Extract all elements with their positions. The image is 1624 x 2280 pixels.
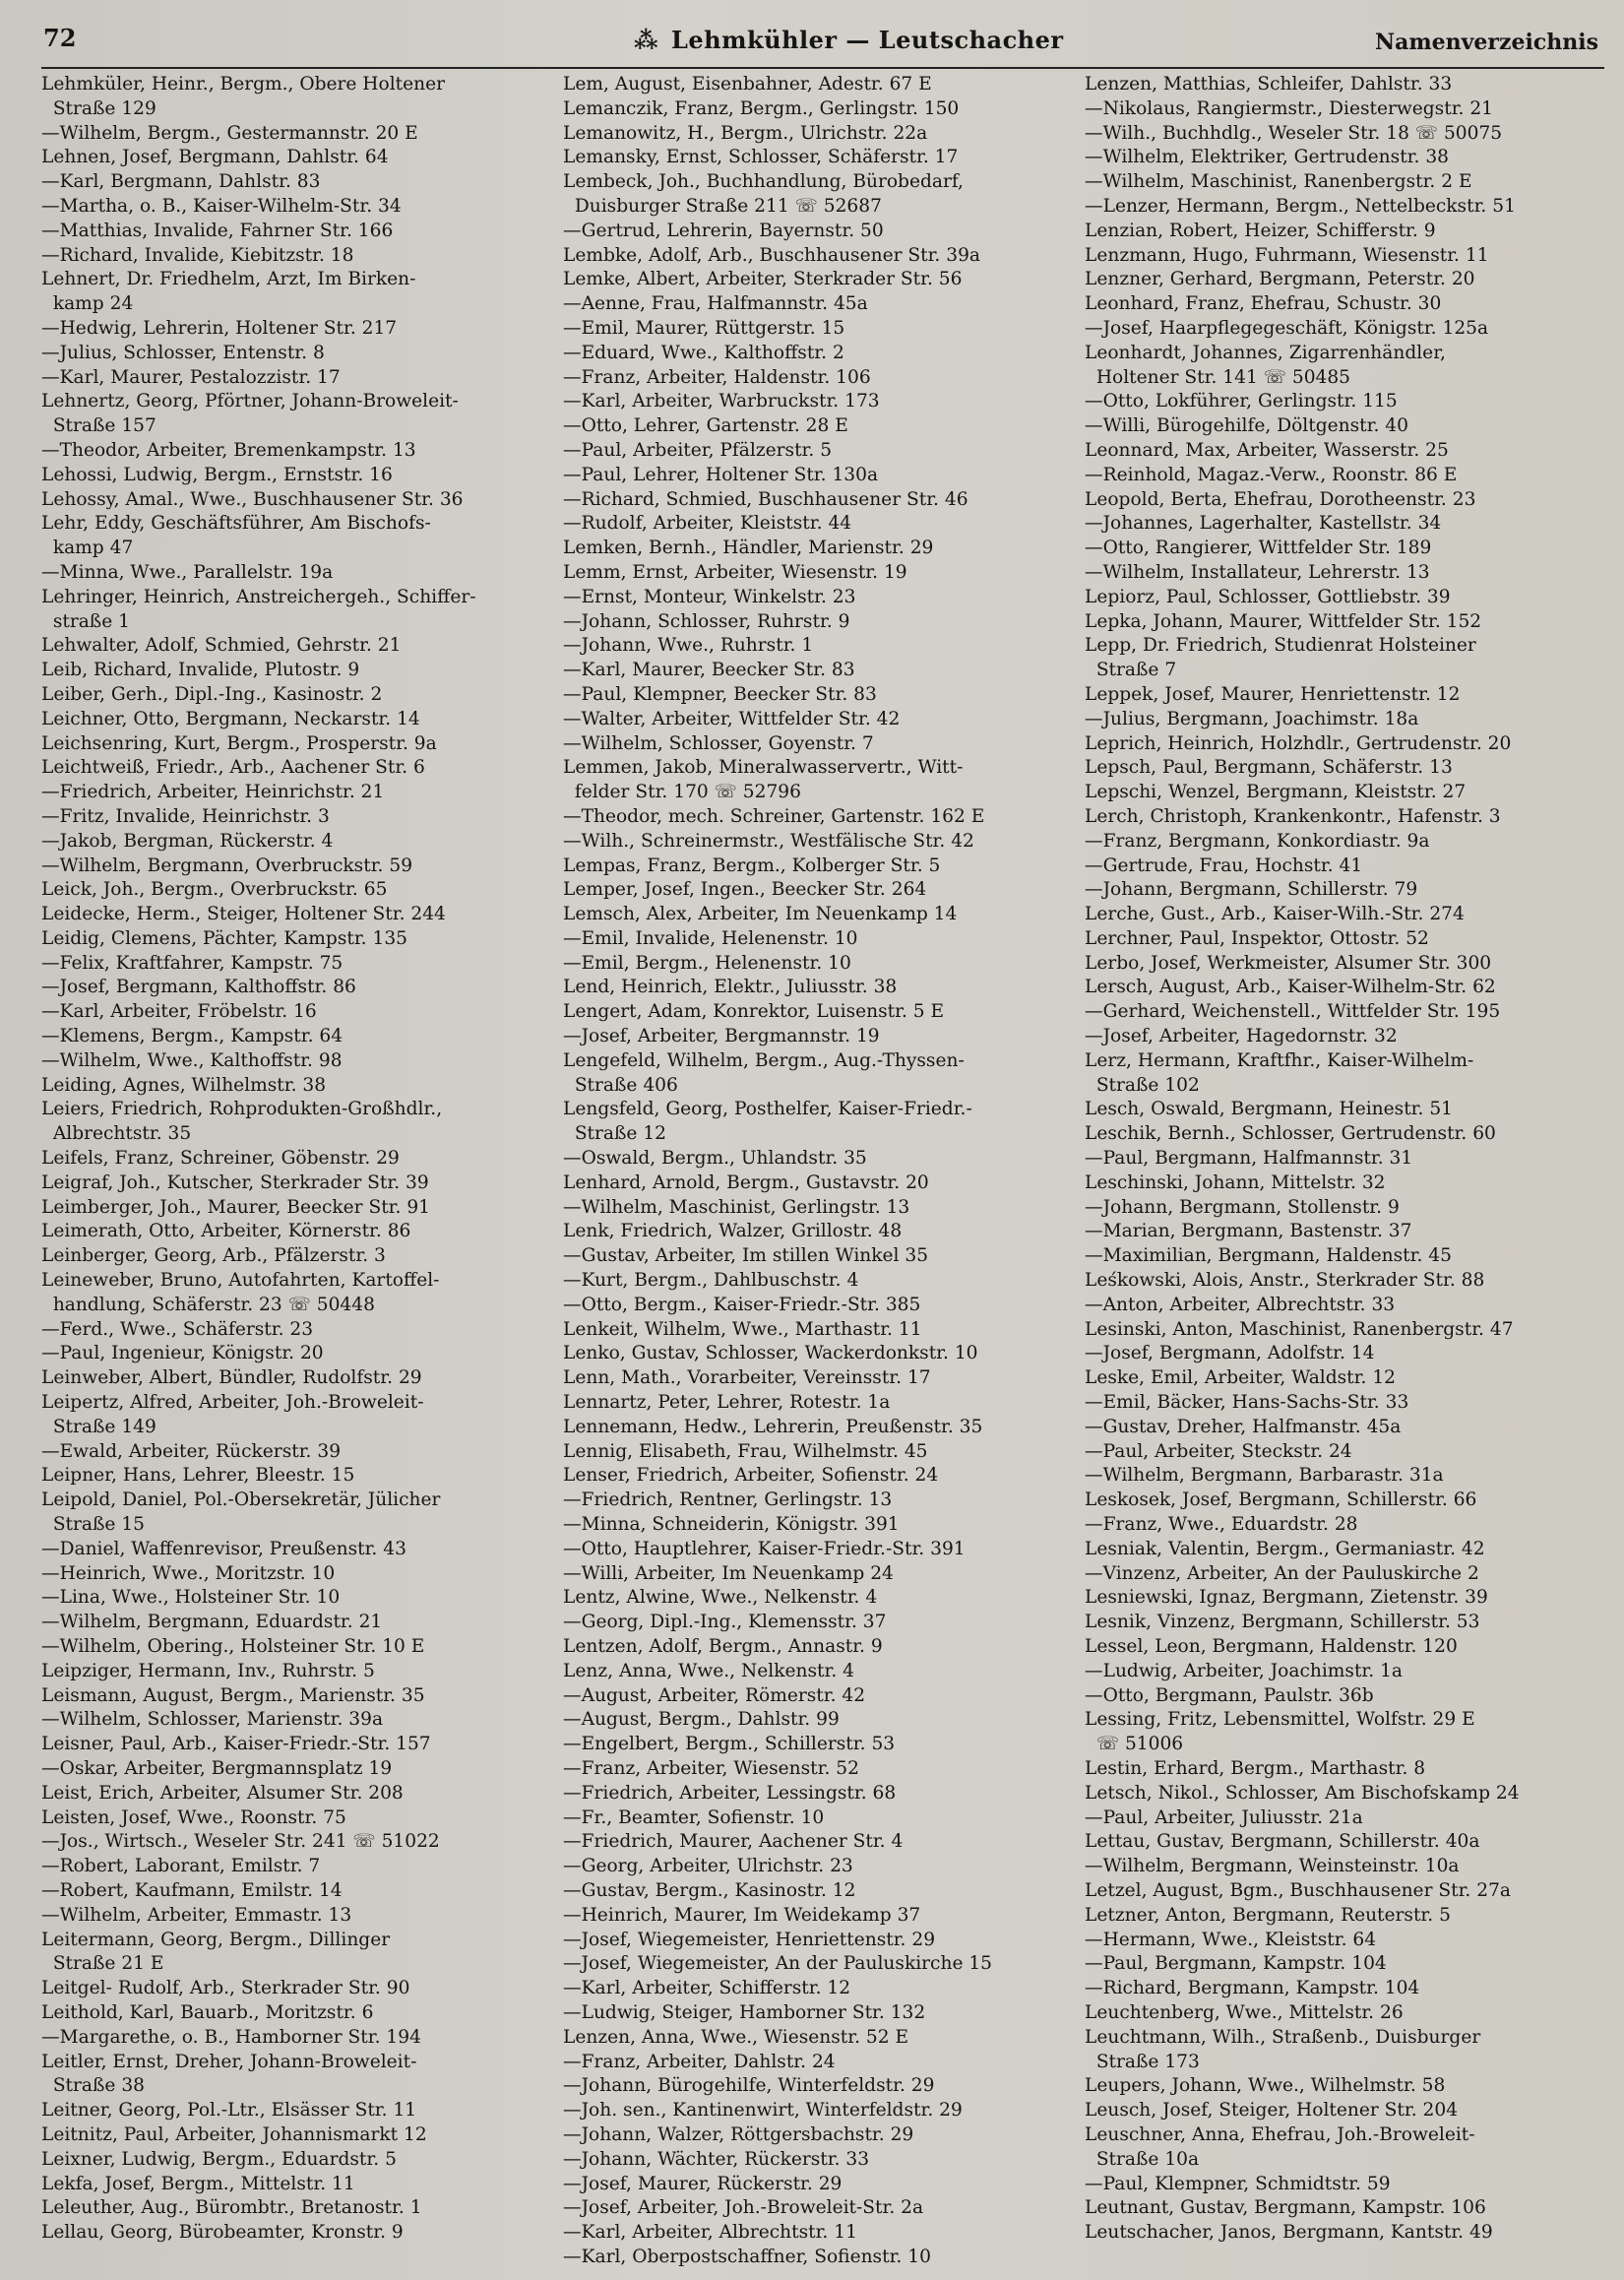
directory-entry: straße 1 (41, 610, 130, 632)
directory-entry: Leuchtenberg, Wwe., Mittelstr. 26 (1085, 2001, 1404, 2023)
directory-entry: Lehringer, Heinrich, Anstreichergeh., Schiffer- (41, 586, 476, 607)
directory-entry: —Ludwig, Steiger, Hamborner Str. 132 (563, 2001, 926, 2023)
directory-entry: Straße 21 E (41, 1953, 164, 1975)
directory-entry: —Willi, Arbeiter, Im Neuenkamp 24 (563, 1562, 894, 1584)
directory-entry: —Gustav, Bergm., Kasinostr. 12 (563, 1879, 856, 1901)
directory-entry: Lenn, Math., Vorarbeiter, Vereinsstr. 17 (563, 1367, 931, 1389)
running-title: Lehmkühler — Leutschacher (671, 26, 1064, 54)
directory-entry: —Felix, Kraftfahrer, Kampstr. 75 (41, 952, 344, 974)
directory-entry: Lemmen, Jakob, Mineralwasservertr., Witt- (563, 757, 964, 779)
directory-entry: —Wilhelm, Bergmann, Overbruckstr. 59 (41, 855, 413, 876)
page-header (41, 24, 1604, 69)
directory-entry: Lessel, Leon, Bergmann, Haldenstr. 120 (1085, 1636, 1458, 1657)
directory-entry: —Otto, Bergm., Kaiser-Friedr.-Str. 385 (563, 1294, 921, 1315)
directory-entry: Leskosek, Josef, Bergmann, Schillerstr. 66 (1085, 1489, 1477, 1511)
directory-entry: —Wilhelm, Schlosser, Marienstr. 39a (41, 1709, 384, 1731)
directory-entry: Lenzner, Gerhard, Bergmann, Peterstr. 20 (1085, 269, 1475, 290)
directory-entry: —Karl, Bergmann, Dahlstr. 83 (41, 171, 321, 193)
directory-entry: —Karl, Oberpostschaffner, Sofienstr. 10 (563, 2246, 931, 2267)
directory-entry: —Emil, Invalide, Helenenstr. 10 (563, 927, 858, 949)
directory-entry: —Otto, Rangierer, Wittfelder Str. 189 (1085, 538, 1432, 559)
directory-entry: —Rudolf, Arbeiter, Kleiststr. 44 (563, 513, 852, 535)
directory-entry: Leitler, Ernst, Dreher, Johann-Broweleit- (41, 2051, 417, 2072)
directory-entry: Lembeck, Joh., Buchhandlung, Bürobedarf, (563, 171, 964, 193)
directory-entry: Leipertz, Alfred, Arbeiter, Joh.-Broweleit- (41, 1392, 424, 1414)
directory-entry: —Paul, Arbeiter, Steckstr. 24 (1085, 1440, 1352, 1462)
directory-entry: —Heinrich, Maurer, Im Weidekamp 37 (563, 1904, 921, 1926)
directory-entry: —Johann, Wwe., Ruhrstr. 1 (563, 635, 814, 657)
directory-entry: Lenzmann, Hugo, Fuhrmann, Wiesenstr. 11 (1085, 244, 1489, 266)
directory-entry: Lenz, Anna, Wwe., Nelkenstr. 4 (563, 1660, 854, 1681)
directory-entry: Letsch, Nikol., Schlosser, Am Bischofskamp 24 (1085, 1782, 1520, 1804)
directory-entry: Lenko, Gustav, Schlosser, Wackerdonkstr. 10 (563, 1343, 978, 1364)
directory-entry: —Wilhelm, Bergmann, Barbarastr. 31a (1085, 1465, 1444, 1487)
directory-entry: Leismann, August, Bergm., Marienstr. 35 (41, 1684, 425, 1706)
directory-entry: Lentz, Alwine, Wwe., Nelkenstr. 4 (563, 1587, 878, 1609)
section-title: Namenverzeichnis (1375, 30, 1598, 55)
directory-entry: —Richard, Invalide, Kiebitzstr. 18 (41, 244, 354, 266)
directory-entry: Lengsfeld, Georg, Posthelfer, Kaiser-Friedr.- (563, 1099, 972, 1120)
directory-entry: Straße 15 (41, 1514, 145, 1536)
directory-entry: —Karl, Arbeiter, Fröbelstr. 16 (41, 1001, 317, 1023)
directory-entry: Straße 173 (1085, 2051, 1200, 2072)
directory-entry: Leśkowski, Alois, Anstr., Sterkrader Str. 88 (1085, 1270, 1485, 1292)
directory-entry: Leschik, Bernh., Schlosser, Gertrudenstr. 60 (1085, 1123, 1496, 1145)
directory-entry: —Richard, Bergmann, Kampstr. 104 (1085, 1978, 1420, 1999)
directory-entry: Leusch, Josef, Steiger, Holtener Str. 204 (1085, 2100, 1459, 2122)
directory-entry: Leipziger, Hermann, Inv., Ruhrstr. 5 (41, 1660, 375, 1681)
directory-entry: —Paul, Arbeiter, Juliusstr. 21a (1085, 1806, 1363, 1828)
directory-entry: —Wilh., Buchhdlg., Weseler Str. 18 ☏ 50075 (1085, 122, 1503, 144)
directory-entry: —Otto, Hauptlehrer, Kaiser-Friedr.-Str. 391 (563, 1538, 966, 1559)
directory-entry: —Karl, Arbeiter, Albrechtstr. 11 (563, 2222, 857, 2244)
directory-entry: Lemsch, Alex, Arbeiter, Im Neuenkamp 14 (563, 904, 958, 925)
directory-entry: Lemansky, Ernst, Schlosser, Schäferstr. 17 (563, 147, 959, 168)
printer-mark-icon: ⁂ (634, 26, 658, 54)
directory-entry: Lengefeld, Wilhelm, Bergm., Aug.-Thyssen- (563, 1049, 965, 1071)
directory-entry: Lehwalter, Adolf, Schmied, Gehrstr. 21 (41, 635, 402, 657)
directory-entry: —Ernst, Monteur, Winkelstr. 23 (563, 586, 856, 607)
directory-entry: Leleuther, Aug., Bürombtr., Bretanostr. 1 (41, 2197, 422, 2219)
directory-entry: —Josef, Haarpflegegeschäft, Königstr. 125a (1085, 317, 1489, 339)
directory-entry: —Franz, Bergmann, Konkordiastr. 9a (1085, 830, 1430, 852)
page-number: 72 (43, 24, 77, 52)
directory-entry: Straße 102 (1085, 1074, 1200, 1096)
directory-entry: —Wilhelm, Wwe., Kalthoffstr. 98 (41, 1049, 343, 1071)
directory-entry: Lerchner, Paul, Inspektor, Ottostr. 52 (1085, 927, 1429, 949)
directory-entry: —Wilhelm, Installateur, Lehrerstr. 13 (1085, 561, 1430, 583)
directory-entry: Lestin, Erhard, Bergm., Marthastr. 8 (1085, 1757, 1426, 1779)
directory-entry: Straße 7 (1085, 660, 1177, 681)
directory-column-2 (563, 73, 1077, 2270)
directory-entry: —Johannes, Lagerhalter, Kastellstr. 34 (1085, 513, 1442, 535)
directory-entry: —Lina, Wwe., Holsteiner Str. 10 (41, 1587, 341, 1609)
directory-entry: Leonnard, Max, Arbeiter, Wasserstr. 25 (1085, 439, 1449, 461)
directory-entry: —Wilhelm, Bergm., Gestermannstr. 20 E (41, 122, 418, 144)
directory-entry: Leinberger, Georg, Arb., Pfälzerstr. 3 (41, 1245, 386, 1267)
directory-entry: —Richard, Schmied, Buschhausener Str. 46 (563, 488, 968, 510)
directory-entry: —Emil, Maurer, Rüttgerstr. 15 (563, 317, 845, 339)
directory-entry: —Gerhard, Weichenstell., Wittfelder Str. 195 (1085, 1001, 1501, 1023)
directory-entry: —Julius, Schlosser, Entenstr. 8 (41, 342, 325, 363)
directory-entry: —August, Bergm., Dahlstr. 99 (563, 1709, 840, 1731)
directory-entry: —Oskar, Arbeiter, Bergmannsplatz 19 (41, 1757, 393, 1779)
directory-entry: Lesniewski, Ignaz, Bergmann, Zietenstr. 39 (1085, 1587, 1488, 1609)
directory-entry: —Karl, Maurer, Pestalozzistr. 17 (41, 366, 341, 388)
directory-entry: Lehnertz, Georg, Pförtner, Johann-Broweleit- (41, 391, 459, 412)
directory-entry: —Theodor, Arbeiter, Bremenkampstr. 13 (41, 439, 416, 461)
directory-entry: Leichtweiß, Friedr., Arb., Aachener Str. 6 (41, 757, 425, 779)
directory-entry: —Wilhelm, Obering., Holsteiner Str. 10 E (41, 1636, 425, 1657)
directory-entry: —Marian, Bergmann, Bastenstr. 37 (1085, 1221, 1412, 1242)
directory-entry: Lesnik, Vinzenz, Bergmann, Schillerstr. 53 (1085, 1612, 1480, 1633)
directory-entry: Leitgel- Rudolf, Arb., Sterkrader Str. 90 (41, 1978, 410, 1999)
directory-entry: Lennartz, Peter, Lehrer, Rotestr. 1a (563, 1392, 891, 1414)
directory-entry: Lemper, Josef, Ingen., Beecker Str. 264 (563, 879, 927, 901)
directory-entry: —Minna, Schneiderin, Königstr. 391 (563, 1514, 900, 1536)
directory-entry: Lerche, Gust., Arb., Kaiser-Wilh.-Str. 274 (1085, 904, 1465, 925)
directory-entry: —Hedwig, Lehrerin, Holtener Str. 217 (41, 317, 398, 339)
directory-entry: —Josef, Arbeiter, Hagedornstr. 32 (1085, 1026, 1398, 1047)
directory-entry: —Gustav, Dreher, Halfmanstr. 45a (1085, 1416, 1402, 1437)
directory-entry: —Otto, Bergmann, Paulstr. 36b (1085, 1684, 1374, 1706)
directory-entry: Leifels, Franz, Schreiner, Göbenstr. 29 (41, 1148, 400, 1170)
directory-entry: —Wilhelm, Elektriker, Gertrudenstr. 38 (1085, 147, 1449, 168)
directory-entry: Lembke, Adolf, Arb., Buschhausener Str. 39a (563, 244, 980, 266)
directory-entry: Lessing, Fritz, Lebensmittel, Wolfstr. 29 E (1085, 1709, 1475, 1731)
directory-entry: Lesch, Oswald, Bergmann, Heinestr. 51 (1085, 1099, 1453, 1120)
directory-entry: Leimberger, Joh., Maurer, Beecker Str. 91 (41, 1196, 430, 1218)
directory-entry: —Lenzer, Hermann, Bergm., Nettelbeckstr. 51 (1085, 195, 1516, 217)
directory-entry: Lerz, Hermann, Kraftfhr., Kaiser-Wilhelm- (1085, 1049, 1474, 1071)
directory-entry: —Oswald, Bergm., Uhlandstr. 35 (563, 1148, 867, 1170)
directory-entry: —Franz, Arbeiter, Wiesenstr. 52 (563, 1757, 859, 1779)
directory-entry: —Johann, Wächter, Rückerstr. 33 (563, 2148, 870, 2170)
directory-entry: —Kurt, Bergm., Dahlbuschstr. 4 (563, 1270, 859, 1292)
directory-entry: —Joh. sen., Kantinenwirt, Winterfeldstr. 29 (563, 2100, 963, 2122)
directory-entry: kamp 47 (41, 538, 134, 559)
directory-entry: —Daniel, Waffenrevisor, Preußenstr. 43 (41, 1538, 406, 1559)
directory-entry: Leschinski, Johann, Mittelstr. 32 (1085, 1172, 1386, 1193)
directory-entry: Straße 12 (563, 1123, 666, 1145)
directory-entry: Lend, Heinrich, Elektr., Juliusstr. 38 (563, 977, 898, 998)
directory-entry: Lentzen, Adolf, Bergm., Annastr. 9 (563, 1636, 883, 1657)
directory-entry: Leidecke, Herm., Steiger, Holtener Str. 244 (41, 904, 446, 925)
directory-entry: Lesniak, Valentin, Bergm., Germaniastr. 42 (1085, 1538, 1485, 1559)
directory-entry: Lehnen, Josef, Bergmann, Dahlstr. 64 (41, 147, 389, 168)
directory-entry: handlung, Schäferstr. 23 ☏ 50448 (41, 1294, 375, 1315)
directory-entry: Leiding, Agnes, Wilhelmstr. 38 (41, 1074, 327, 1096)
directory-entry: Leitnitz, Paul, Arbeiter, Johannismarkt 12 (41, 2123, 427, 2145)
directory-entry: —Jakob, Bergman, Rückerstr. 4 (41, 830, 334, 852)
directory-entry: —Josef, Arbeiter, Joh.-Broweleit-Str. 2a (563, 2197, 924, 2219)
directory-column-1 (41, 73, 555, 2270)
directory-entry: —Johann, Bergmann, Schillerstr. 79 (1085, 879, 1418, 901)
directory-entry: —Vinzenz, Arbeiter, An der Pauluskirche 2 (1085, 1562, 1479, 1584)
directory-entry: Leutnant, Gustav, Bergmann, Kampstr. 106 (1085, 2197, 1486, 2219)
directory-entry: Straße 129 (41, 97, 156, 119)
directory-entry: Leske, Emil, Arbeiter, Waldstr. 12 (1085, 1367, 1396, 1389)
directory-entry: Lemm, Ernst, Arbeiter, Wiesenstr. 19 (563, 561, 907, 583)
directory-entry: Leonhardt, Johannes, Zigarrenhändler, (1085, 342, 1446, 363)
directory-entry: Lennemann, Hedw., Lehrerin, Preußenstr. 35 (563, 1416, 983, 1437)
directory-entry: —Josef, Wiegemeister, Henriettenstr. 29 (563, 1929, 936, 1950)
directory-entry: —Margarethe, o. B., Hamborner Str. 194 (41, 2026, 421, 2048)
directory-column-3 (1085, 73, 1598, 2270)
directory-entry: Leick, Joh., Bergm., Overbruckstr. 65 (41, 879, 388, 901)
directory-entry: —Wilhelm, Maschinist, Gerlingstr. 13 (563, 1196, 910, 1218)
directory-entry: —Emil, Bäcker, Hans-Sachs-Str. 33 (1085, 1392, 1409, 1414)
directory-entry: Lenzen, Anna, Wwe., Wiesenstr. 52 E (563, 2026, 909, 2048)
directory-entry: Lenkeit, Wilhelm, Wwe., Marthastr. 11 (563, 1318, 922, 1340)
directory-entry: —Paul, Arbeiter, Pfälzerstr. 5 (563, 439, 833, 461)
directory-entry: —Matthias, Invalide, Fahrner Str. 166 (41, 220, 394, 241)
directory-entry: Lehr, Eddy, Geschäftsführer, Am Bischofs- (41, 513, 431, 535)
directory-entry: Leiber, Gerh., Dipl.-Ing., Kasinostr. 2 (41, 683, 383, 705)
directory-entry: Lekfa, Josef, Bergm., Mittelstr. 11 (41, 2173, 355, 2194)
directory-entry: Leineweber, Bruno, Autofahrten, Kartoffel- (41, 1270, 440, 1292)
directory-entry: Leuschner, Anna, Ehefrau, Joh.-Broweleit- (1085, 2123, 1475, 2145)
directory-entry: Leuchtmann, Wilh., Straßenb., Duisburger (1085, 2026, 1481, 2048)
directory-entry: —Johann, Bergmann, Stollenstr. 9 (1085, 1196, 1400, 1218)
directory-entry: Lengert, Adam, Konrektor, Luisenstr. 5 E (563, 1001, 945, 1023)
directory-entry: Leopold, Berta, Ehefrau, Dorotheenstr. 23 (1085, 488, 1476, 510)
directory-entry: Lehnert, Dr. Friedhelm, Arzt, Im Birken- (41, 269, 416, 290)
directory-entry: Leidig, Clemens, Pächter, Kampstr. 135 (41, 927, 407, 949)
directory-entry: —Wilhelm, Bergmann, Weinsteinstr. 10a (1085, 1856, 1460, 1877)
directory-entry: felder Str. 170 ☏ 52796 (563, 782, 801, 803)
directory-entry: Leichner, Otto, Bergmann, Neckarstr. 14 (41, 708, 420, 729)
directory-entry: —Johann, Walzer, Röttgersbachstr. 29 (563, 2123, 914, 2145)
directory-entry: Lerch, Christoph, Krankenkontr., Hafenstr. 3 (1085, 805, 1501, 827)
directory-entry: kamp 24 (41, 293, 134, 315)
directory-entry: Lersch, August, Arb., Kaiser-Wilhelm-Str. 62 (1085, 977, 1496, 998)
directory-entry: —Martha, o. B., Kaiser-Wilhelm-Str. 34 (41, 195, 402, 217)
directory-entry: —Johann, Bürogehilfe, Winterfeldstr. 29 (563, 2075, 935, 2097)
directory-entry: —Robert, Kaufmann, Emilstr. 14 (41, 1879, 343, 1901)
directory-entry: —Josef, Maurer, Rückerstr. 29 (563, 2173, 843, 2194)
directory-entry: —Ludwig, Arbeiter, Joachimstr. 1a (1085, 1660, 1404, 1681)
directory-entry: Lerbo, Josef, Werkmeister, Alsumer Str. 300 (1085, 952, 1492, 974)
directory-entry: —Karl, Arbeiter, Schifferstr. 12 (563, 1978, 851, 1999)
directory-entry: —Johann, Schlosser, Ruhrstr. 9 (563, 610, 850, 632)
directory-entry: —Gertrude, Frau, Hochstr. 41 (1085, 855, 1363, 876)
directory-entry: —Otto, Lokführer, Gerlingstr. 115 (1085, 391, 1398, 412)
directory-entry: Lenhard, Arnold, Bergm., Gustavstr. 20 (563, 1172, 929, 1193)
directory-entry: Lehossy, Amal., Wwe., Buschhausener Str. 36 (41, 488, 464, 510)
directory-entry: —Otto, Lehrer, Gartenstr. 28 E (563, 415, 848, 437)
directory-entry: Lenzen, Matthias, Schleifer, Dahlstr. 33 (1085, 74, 1453, 95)
directory-entry: —Georg, Arbeiter, Ulrichstr. 23 (563, 1856, 853, 1877)
directory-entry: Duisburger Straße 211 ☏ 52687 (563, 195, 882, 217)
directory-entry: —Paul, Klempner, Schmidtstr. 59 (1085, 2173, 1391, 2194)
directory-entry: —Wilhelm, Schlosser, Goyenstr. 7 (563, 732, 874, 754)
directory-entry: Lenser, Friedrich, Arbeiter, Sofienstr. 24 (563, 1465, 939, 1487)
directory-entry: —Gustav, Arbeiter, Im stillen Winkel 35 (563, 1245, 929, 1267)
directory-entry: —Karl, Arbeiter, Warbruckstr. 173 (563, 391, 880, 412)
directory-entry: Leipner, Hans, Lehrer, Bleestr. 15 (41, 1465, 355, 1487)
directory-entry: —Paul, Ingenieur, Königstr. 20 (41, 1343, 324, 1364)
directory-entry: —Wilh., Schreinermstr., Westfälische Str. 42 (563, 830, 974, 852)
directory-entry: —Paul, Klempner, Beecker Str. 83 (563, 683, 877, 705)
directory-entry: —Wilhelm, Maschinist, Ranenbergstr. 2 E (1085, 171, 1472, 193)
directory-entry: Lepka, Johann, Maurer, Wittfelder Str. 152 (1085, 610, 1482, 632)
directory-entry: —Wilhelm, Bergmann, Eduardstr. 21 (41, 1612, 383, 1633)
directory-entry: —Minna, Wwe., Parallelstr. 19a (41, 561, 334, 583)
directory-entry: Lepp, Dr. Friedrich, Studienrat Holsteiner (1085, 635, 1476, 657)
directory-entry: Leiers, Friedrich, Rohprodukten-Großhdlr., (41, 1099, 443, 1120)
directory-entry: —Josef, Bergmann, Kalthoffstr. 86 (41, 977, 356, 998)
directory-entry: —Klemens, Bergm., Kampstr. 64 (41, 1026, 344, 1047)
directory-entry: Leinweber, Albert, Bündler, Rudolfstr. 29 (41, 1367, 422, 1389)
directory-entry: —Friedrich, Arbeiter, Heinrichstr. 21 (41, 782, 385, 803)
directory-entry: Lenk, Friedrich, Walzer, Grillostr. 48 (563, 1221, 903, 1242)
directory-entry: —Willi, Bürogehilfe, Döltgenstr. 40 (1085, 415, 1408, 437)
directory-columns (41, 73, 1604, 2270)
directory-entry: Leisner, Paul, Arb., Kaiser-Friedr.-Str. 157 (41, 1734, 431, 1755)
directory-entry: Straße 38 (41, 2075, 145, 2097)
directory-entry: Leitner, Georg, Pol.-Ltr., Elsässer Str. 11 (41, 2100, 417, 2122)
directory-entry: —Nikolaus, Rangiermstr., Diesterwegstr. 21 (1085, 97, 1494, 119)
directory-entry: —Franz, Arbeiter, Haldenstr. 106 (563, 366, 871, 388)
directory-entry: —Aenne, Frau, Halfmannstr. 45a (563, 293, 868, 315)
directory-entry: Straße 157 (41, 415, 156, 437)
directory-entry: ☏ 51006 (1085, 1734, 1184, 1755)
directory-entry: Holtener Str. 141 ☏ 50485 (1085, 366, 1351, 388)
directory-entry: Lemanczik, Franz, Bergm., Gerlingstr. 150 (563, 97, 960, 119)
directory-entry: Leist, Erich, Arbeiter, Alsumer Str. 208 (41, 1782, 404, 1804)
directory-entry: Straße 10a (1085, 2148, 1200, 2170)
directory-entry: Lenzian, Robert, Heizer, Schifferstr. 9 (1085, 220, 1436, 241)
directory-entry: Leithold, Karl, Bauarb., Moritzstr. 6 (41, 2001, 374, 2023)
directory-entry: —Heinrich, Wwe., Moritzstr. 10 (41, 1562, 336, 1584)
directory-entry: —Robert, Laborant, Emilstr. 7 (41, 1856, 321, 1877)
directory-entry: —Fr., Beamter, Sofienstr. 10 (563, 1806, 825, 1828)
directory-entry: —Reinhold, Magaz.-Verw., Roonstr. 86 E (1085, 464, 1458, 485)
directory-entry: Letzel, August, Bgm., Buschhausener Str. 27a (1085, 1879, 1511, 1901)
directory-entry: Leigraf, Joh., Kutscher, Sterkrader Str. 39 (41, 1172, 429, 1193)
directory-entry: —Franz, Arbeiter, Dahlstr. 24 (563, 2051, 836, 2072)
directory-entry: Lesinski, Anton, Maschinist, Ranenbergstr. 47 (1085, 1318, 1514, 1340)
directory-entry: Letzner, Anton, Bergmann, Reuterstr. 5 (1085, 1904, 1451, 1926)
directory-entry: Lettau, Gustav, Bergmann, Schillerstr. 40a (1085, 1831, 1480, 1853)
directory-entry: —Georg, Dipl.-Ing., Klemensstr. 37 (563, 1612, 887, 1633)
directory-entry: —Karl, Maurer, Beecker Str. 83 (563, 660, 855, 681)
directory-entry: Leppek, Josef, Maurer, Henriettenstr. 12 (1085, 683, 1461, 705)
directory-entry: Lepsch, Paul, Bergmann, Schäferstr. 13 (1085, 757, 1453, 779)
directory-entry: Lepiorz, Paul, Schlosser, Gottliebstr. 39 (1085, 586, 1451, 607)
directory-entry: Straße 149 (41, 1416, 156, 1437)
directory-entry: Leisten, Josef, Wwe., Roonstr. 75 (41, 1806, 346, 1828)
directory-entry: —Josef, Bergmann, Adolfstr. 14 (1085, 1343, 1375, 1364)
directory-entry: Leichsenring, Kurt, Bergm., Prosperstr. 9a (41, 732, 437, 754)
directory-entry: Lempas, Franz, Bergm., Kolberger Str. 5 (563, 855, 941, 876)
directory-entry: Straße 406 (563, 1074, 678, 1096)
directory-entry: Lemanowitz, H., Bergm., Ulrichstr. 22a (563, 122, 928, 144)
directory-entry: —Emil, Bergm., Helenenstr. 10 (563, 952, 851, 974)
directory-entry: —Theodor, mech. Schreiner, Gartenstr. 162 E (563, 805, 985, 827)
directory-entry: —Maximilian, Bergmann, Haldenstr. 45 (1085, 1245, 1452, 1267)
directory-entry: —Eduard, Wwe., Kalthoffstr. 2 (563, 342, 844, 363)
directory-entry: Lemke, Albert, Arbeiter, Sterkrader Str. 56 (563, 269, 963, 290)
directory-entry: —Engelbert, Bergm., Schillerstr. 53 (563, 1734, 896, 1755)
directory-entry: Leitermann, Georg, Bergm., Dillinger (41, 1929, 391, 1950)
directory-entry: Lepschi, Wenzel, Bergmann, Kleiststr. 27 (1085, 782, 1467, 803)
directory-entry: —Franz, Wwe., Eduardstr. 28 (1085, 1514, 1358, 1536)
directory-entry: Leimerath, Otto, Arbeiter, Körnerstr. 86 (41, 1221, 411, 1242)
directory-entry: —Paul, Bergmann, Kampstr. 104 (1085, 1953, 1387, 1975)
directory-entry: —Josef, Arbeiter, Bergmannstr. 19 (563, 1026, 880, 1047)
directory-entry: Lellau, Georg, Bürobeamter, Kronstr. 9 (41, 2222, 404, 2244)
directory-entry: —Julius, Bergmann, Joachimstr. 18a (1085, 708, 1419, 729)
directory-entry: Albrechtstr. 35 (41, 1123, 192, 1145)
directory-entry: —Wilhelm, Arbeiter, Emmastr. 13 (41, 1904, 352, 1926)
directory-entry: —Friedrich, Arbeiter, Lessingstr. 68 (563, 1782, 897, 1804)
directory-entry: —Anton, Arbeiter, Albrechtstr. 33 (1085, 1294, 1396, 1315)
directory-entry: —Walter, Arbeiter, Wittfelder Str. 42 (563, 708, 901, 729)
directory-entry: Lemken, Bernh., Händler, Marienstr. 29 (563, 538, 934, 559)
directory-entry: —Josef, Wiegemeister, An der Pauluskirche 15 (563, 1953, 993, 1975)
directory-entry: Leixner, Ludwig, Bergm., Eduardstr. 5 (41, 2148, 397, 2170)
directory-entry: —Jos., Wirtsch., Weseler Str. 241 ☏ 51022 (41, 1831, 440, 1853)
directory-entry: —Paul, Bergmann, Halfmannstr. 31 (1085, 1148, 1413, 1170)
directory-entry: Leupers, Johann, Wwe., Wilhelmstr. 58 (1085, 2075, 1446, 2097)
directory-entry: Leprich, Heinrich, Holzhdlr., Gertrudenstr. 20 (1085, 732, 1512, 754)
directory-entry: —Ewald, Arbeiter, Rückerstr. 39 (41, 1440, 342, 1462)
directory-entry: —Gertrud, Lehrerin, Bayernstr. 50 (563, 220, 884, 241)
directory-entry: Lehossi, Ludwig, Bergm., Ernststr. 16 (41, 464, 393, 485)
directory-entry: —Paul, Lehrer, Holtener Str. 130a (563, 464, 879, 485)
directory-entry: Leutschacher, Janos, Bergmann, Kantstr. 49 (1085, 2222, 1493, 2244)
directory-entry: —August, Arbeiter, Römerstr. 42 (563, 1684, 866, 1706)
directory-entry: —Ferd., Wwe., Schäferstr. 23 (41, 1318, 314, 1340)
directory-entry: —Fritz, Invalide, Heinrichstr. 3 (41, 805, 330, 827)
directory-entry: Lem, August, Eisenbahner, Adestr. 67 E (563, 74, 932, 95)
directory-entry: Leipold, Daniel, Pol.-Obersekretär, Jülicher (41, 1489, 441, 1511)
directory-entry: Lehmküler, Heinr., Bergm., Obere Holtener (41, 74, 446, 95)
directory-entry: —Friedrich, Rentner, Gerlingstr. 13 (563, 1489, 893, 1511)
directory-entry: Leib, Richard, Invalide, Plutostr. 9 (41, 660, 360, 681)
directory-entry: —Friedrich, Maurer, Aachener Str. 4 (563, 1831, 904, 1853)
directory-entry: Leonhard, Franz, Ehefrau, Schustr. 30 (1085, 293, 1442, 315)
directory-entry: Lennig, Elisabeth, Frau, Wilhelmstr. 45 (563, 1440, 928, 1462)
directory-entry: —Hermann, Wwe., Kleiststr. 64 (1085, 1929, 1377, 1950)
